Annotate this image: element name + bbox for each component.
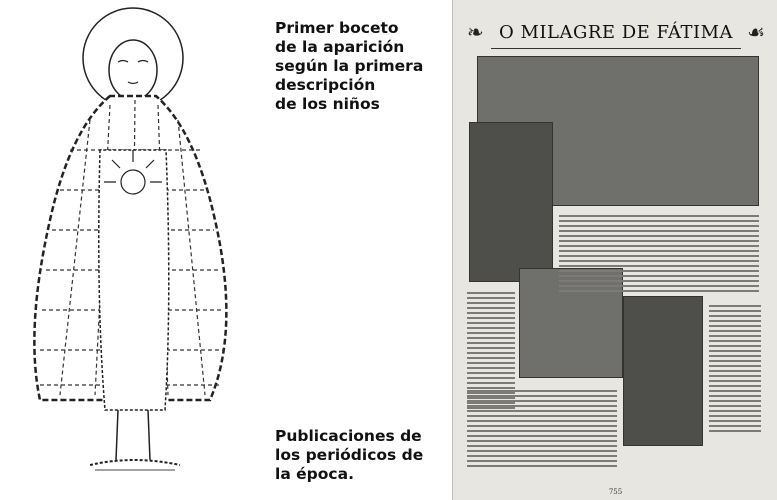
ornament-right-icon: ☙ [747, 22, 765, 44]
newspaper-page [452, 0, 777, 500]
people-photo-right [623, 296, 703, 446]
ornament-left-icon: ❧ [467, 22, 484, 44]
apparition-drawing [0, 0, 264, 500]
article-text-right [709, 305, 761, 435]
article-text-bottom [467, 390, 617, 470]
page-number: 755 [608, 488, 623, 496]
people-photo-left [469, 122, 553, 282]
sketch-caption: Primer boceto de la aparición según la primera descripción de los niños [275, 19, 424, 113]
article-text-top [559, 215, 759, 295]
apparition-sketch [0, 0, 264, 500]
newspaper-title: O MILAGRE DE FÁTIMA [491, 18, 741, 49]
newspaper-caption: Publicaciones de los periódicos de la época. [275, 427, 424, 483]
